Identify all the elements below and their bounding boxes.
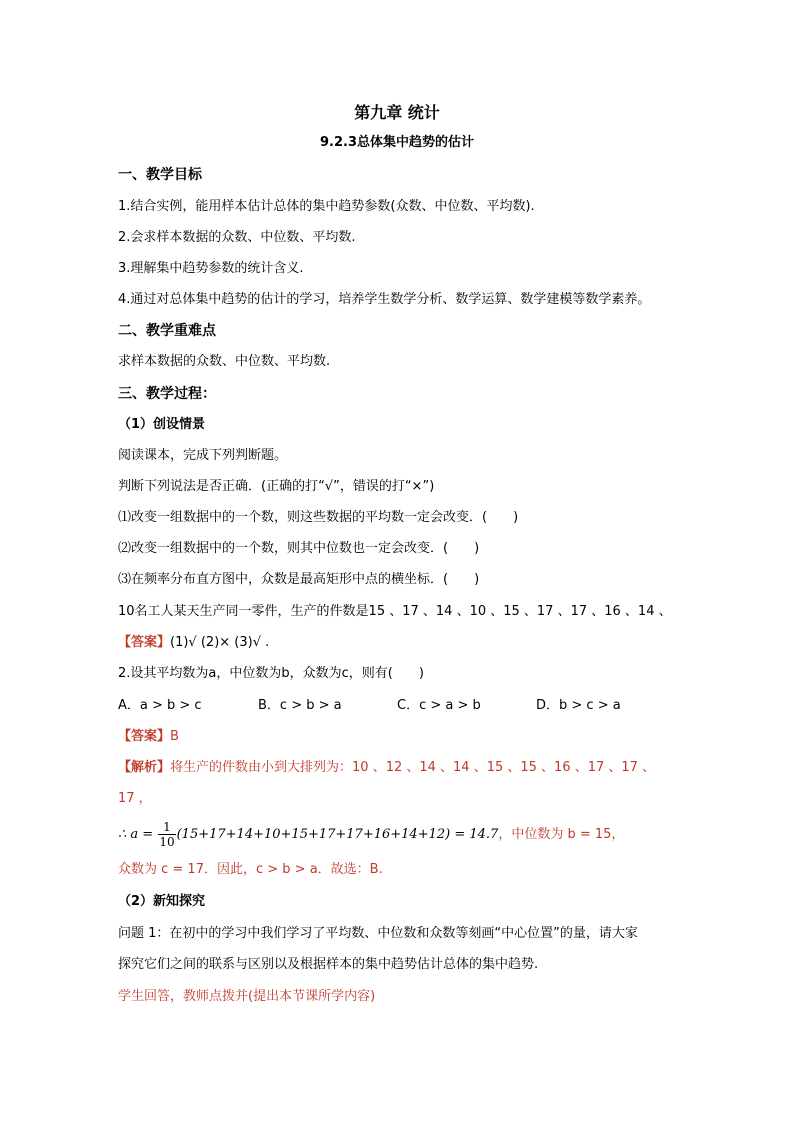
workers-data-line: 10名工人某天生产同一零件，生产的件数是15 、17 、14 、10 、15 、17 、17 、16 、14 、 xyxy=(118,604,672,619)
teacher-note: 学生回答，教师点拨并(提出本节课所学内容) xyxy=(118,989,376,1004)
fraction xyxy=(158,820,175,849)
answer-line-1 xyxy=(118,634,269,652)
formula-body: (15+17+14+10+15+17+17+16+14+12) = 14.7 xyxy=(176,827,499,842)
section-heading-process: 三、教学过程： xyxy=(118,386,216,402)
option-c: C．c > a > b xyxy=(397,698,481,713)
fraction-numerator: 1 xyxy=(158,820,175,835)
option-a: A．a > b > c xyxy=(118,698,202,713)
fraction-denominator: 10 xyxy=(159,835,175,849)
judge-prompt: 判断下列说法是否正确．(正确的打“√”，错误的打“×”) xyxy=(118,479,435,494)
intro-text: 阅读课本，完成下列判断题。 xyxy=(118,448,288,463)
answer-tag: 【答案】 xyxy=(118,635,171,650)
section-heading-goals: 一、教学目标 xyxy=(118,167,202,183)
question-2: 2.设其平均数为a，中位数为b，众数为c，则有( ) xyxy=(118,666,424,681)
answer-tag: 【答案】 xyxy=(118,729,171,744)
page-subtitle: 9.2.3总体集中趋势的估计 xyxy=(319,135,474,150)
goal-item: 2.会求样本数据的众数、中位数、平均数. xyxy=(118,230,356,245)
goal-item: 1.结合实例，能用样本估计总体的集中趋势参数(众数、中位数、平均数). xyxy=(118,199,535,214)
analysis-text-1: 将生产的件数由小到大排列为：10 、12 、14 、14 、15 、15 、16 、17 、17 、 xyxy=(170,760,656,775)
problem-1-line-2: 探究它们之间的联系与区别以及根据样本的集中趋势估计总体的集中趋势. xyxy=(118,957,539,972)
answer-1-text: (1)√ (2)× (3)√ . xyxy=(170,635,270,650)
page-title: 第九章 统计 xyxy=(354,103,440,122)
analysis-text-4: 众数为 c = 17．因此，c > b > a．故选：B. xyxy=(118,862,383,877)
part-heading-explore: （2）新知探究 xyxy=(118,894,206,909)
goal-item: 4.通过对总体集中趋势的估计的学习，培养学生数学分析、数学运算、数学建模等数学素养。 xyxy=(118,292,651,307)
analysis-text-2: 17 ， xyxy=(118,791,152,806)
answer-line-2 xyxy=(118,728,179,746)
goal-item: 3.理解集中趋势参数的统计含义. xyxy=(118,261,304,276)
judge-item: ⑵改变一组数据中的一个数，则其中位数也一定会改变．( ) xyxy=(118,541,480,556)
analysis-line-1 xyxy=(118,759,655,777)
problem-1-line-1: 问题 1：在初中的学习中我们学习了平均数、中位数和众数等刻画“中心位置”的量，请大家 xyxy=(118,926,638,941)
mean-formula xyxy=(118,818,624,852)
formula-tail: ，中位数为 b = 15， xyxy=(498,827,625,842)
section-heading-key-points: 二、教学重难点 xyxy=(118,323,216,339)
answer-2-value: B xyxy=(170,729,179,744)
option-b: B．c > b > a xyxy=(258,698,342,713)
judge-item: ⑶在频率分布直方图中，众数是最高矩形中点的横坐标．( ) xyxy=(118,572,480,587)
judge-item: ⑴改变一组数据中的一个数，则这些数据的平均数一定会改变．( ) xyxy=(118,510,519,525)
part-heading-scenario: （1）创设情景 xyxy=(118,417,206,432)
key-points-text: 求样本数据的众数、中位数、平均数. xyxy=(118,354,331,369)
analysis-tag: 【解析】 xyxy=(118,760,171,775)
option-d: D．b > c > a xyxy=(536,698,621,713)
formula-prefix: ∴ a = xyxy=(118,827,154,842)
